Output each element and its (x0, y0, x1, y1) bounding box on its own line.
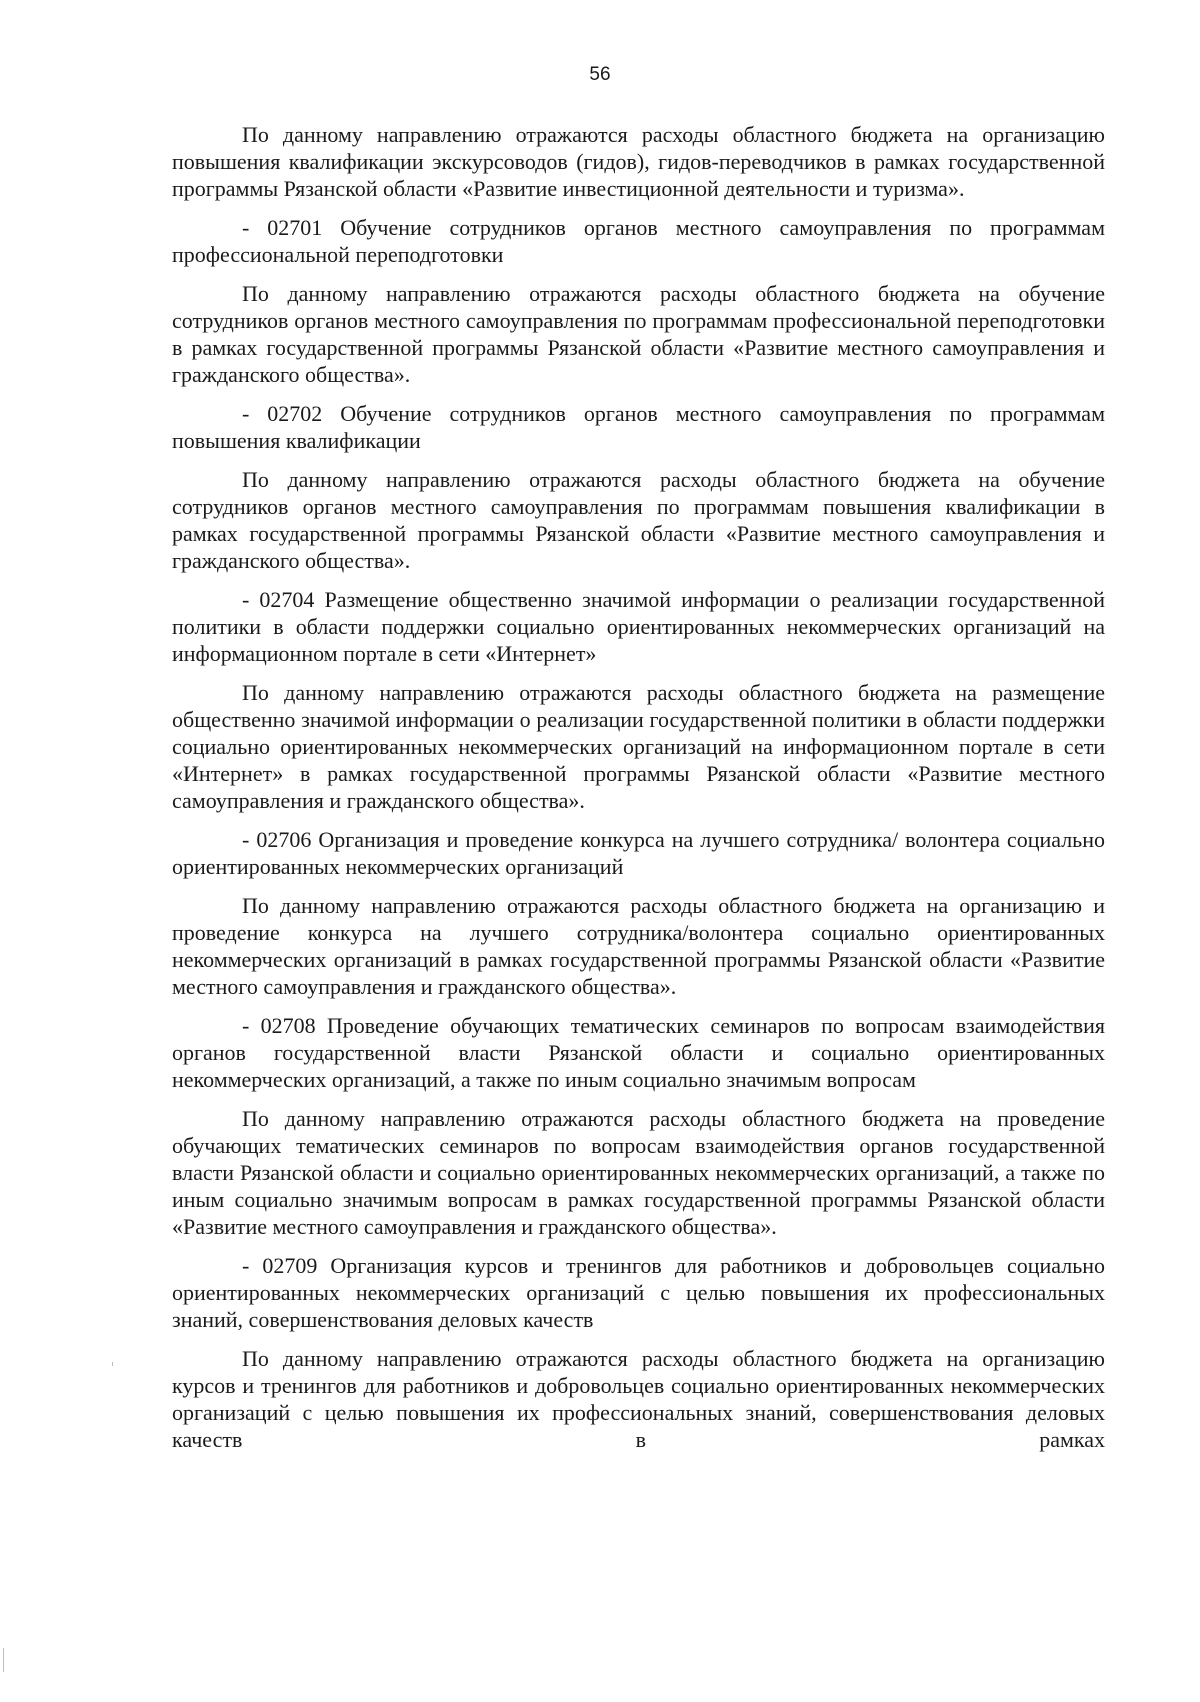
section-02708-description: По данному направлению отражаются расходы областного бюджета на проведение обучающих тематических семинаров по вопросам взаимодействия органов государственной власти Рязанской области и социально ориентированных некоммерческих организаций, а также по иным социально значимым вопросам в рамках государственной программы Рязанской области «Развитие местного самоуправления и гражданского общества». (172, 1106, 1105, 1239)
page-number: 56 (589, 64, 611, 85)
paragraph-tourism-guides-description: По данному направлению отражаются расходы областного бюджета на организацию повышения квалификации экскурсоводов (гидов), гидов-переводчиков в рамках государственной программы Рязанской области «Развитие инвестиционной деятельности и туризма». (172, 122, 1105, 201)
section-02702-description: По данному направлению отражаются расходы областного бюджета на обучение сотрудников органов местного самоуправления по программам повышения квалификации в рамках государственной программы Рязанской области «Развитие местного самоуправления и гражданского общества». (172, 467, 1105, 573)
scan-artifact-dot (112, 1362, 113, 1366)
section-02704-description: По данному направлению отражаются расходы областного бюджета на размещение общественно значимой информации о реализации государственной политики в области поддержки социально ориентированных некоммерческих организаций на информационном портале в сети «Интернет» в рамках государственной программы Рязанской области «Развитие местного самоуправления и гражданского общества». (172, 680, 1105, 813)
section-02709-description: По данному направлению отражаются расходы областного бюджета на организацию курсов и тренингов для работников и добровольцев социально ориентированных некоммерческих организаций с целью повышения их профессиональных знаний, совершенствования деловых качеств в рамках (172, 1346, 1105, 1452)
section-02704-heading: - 02704 Размещение общественно значимой информации о реализации государственной политики в области поддержки социально ориентированных некоммерческих организаций на информационном портале в сети «Интернет» (172, 587, 1105, 666)
section-02702-heading: - 02702 Обучение сотрудников органов местного самоуправления по программам повышения квалификации (172, 401, 1105, 453)
section-02706-description: По данному направлению отражаются расходы областного бюджета на организацию и проведение конкурса на лучшего сотрудника/волонтера социально ориентированных некоммерческих организаций в рамках государственной программы Рязанской области «Развитие местного самоуправления и гражданского общества». (172, 893, 1105, 999)
section-02706-heading: - 02706 Организация и проведение конкурса на лучшего сотрудника/ волонтера социально ориентированных некоммерческих организаций (172, 827, 1105, 879)
scan-artifact-edge-mark (3, 1648, 4, 1672)
section-02701-heading: - 02701 Обучение сотрудников органов местного самоуправления по программам профессиональной переподготовки (172, 215, 1105, 267)
section-02708-heading: - 02708 Проведение обучающих тематических семинаров по вопросам взаимодействия органов государственной власти Рязанской области и социально ориентированных некоммерческих организаций, а также по иным социально значимым вопросам (172, 1013, 1105, 1092)
section-02709-heading: - 02709 Организация курсов и тренингов для работников и добровольцев социально ориентированных некоммерческих организаций с целью повышения их профессиональных знаний, совершенствования деловых качеств (172, 1253, 1105, 1332)
section-02701-description: По данному направлению отражаются расходы областного бюджета на обучение сотрудников органов местного самоуправления по программам профессиональной переподготовки в рамках государственной программы Рязанской области «Развитие местного самоуправления и гражданского общества». (172, 281, 1105, 387)
document-body (172, 121, 1105, 1453)
